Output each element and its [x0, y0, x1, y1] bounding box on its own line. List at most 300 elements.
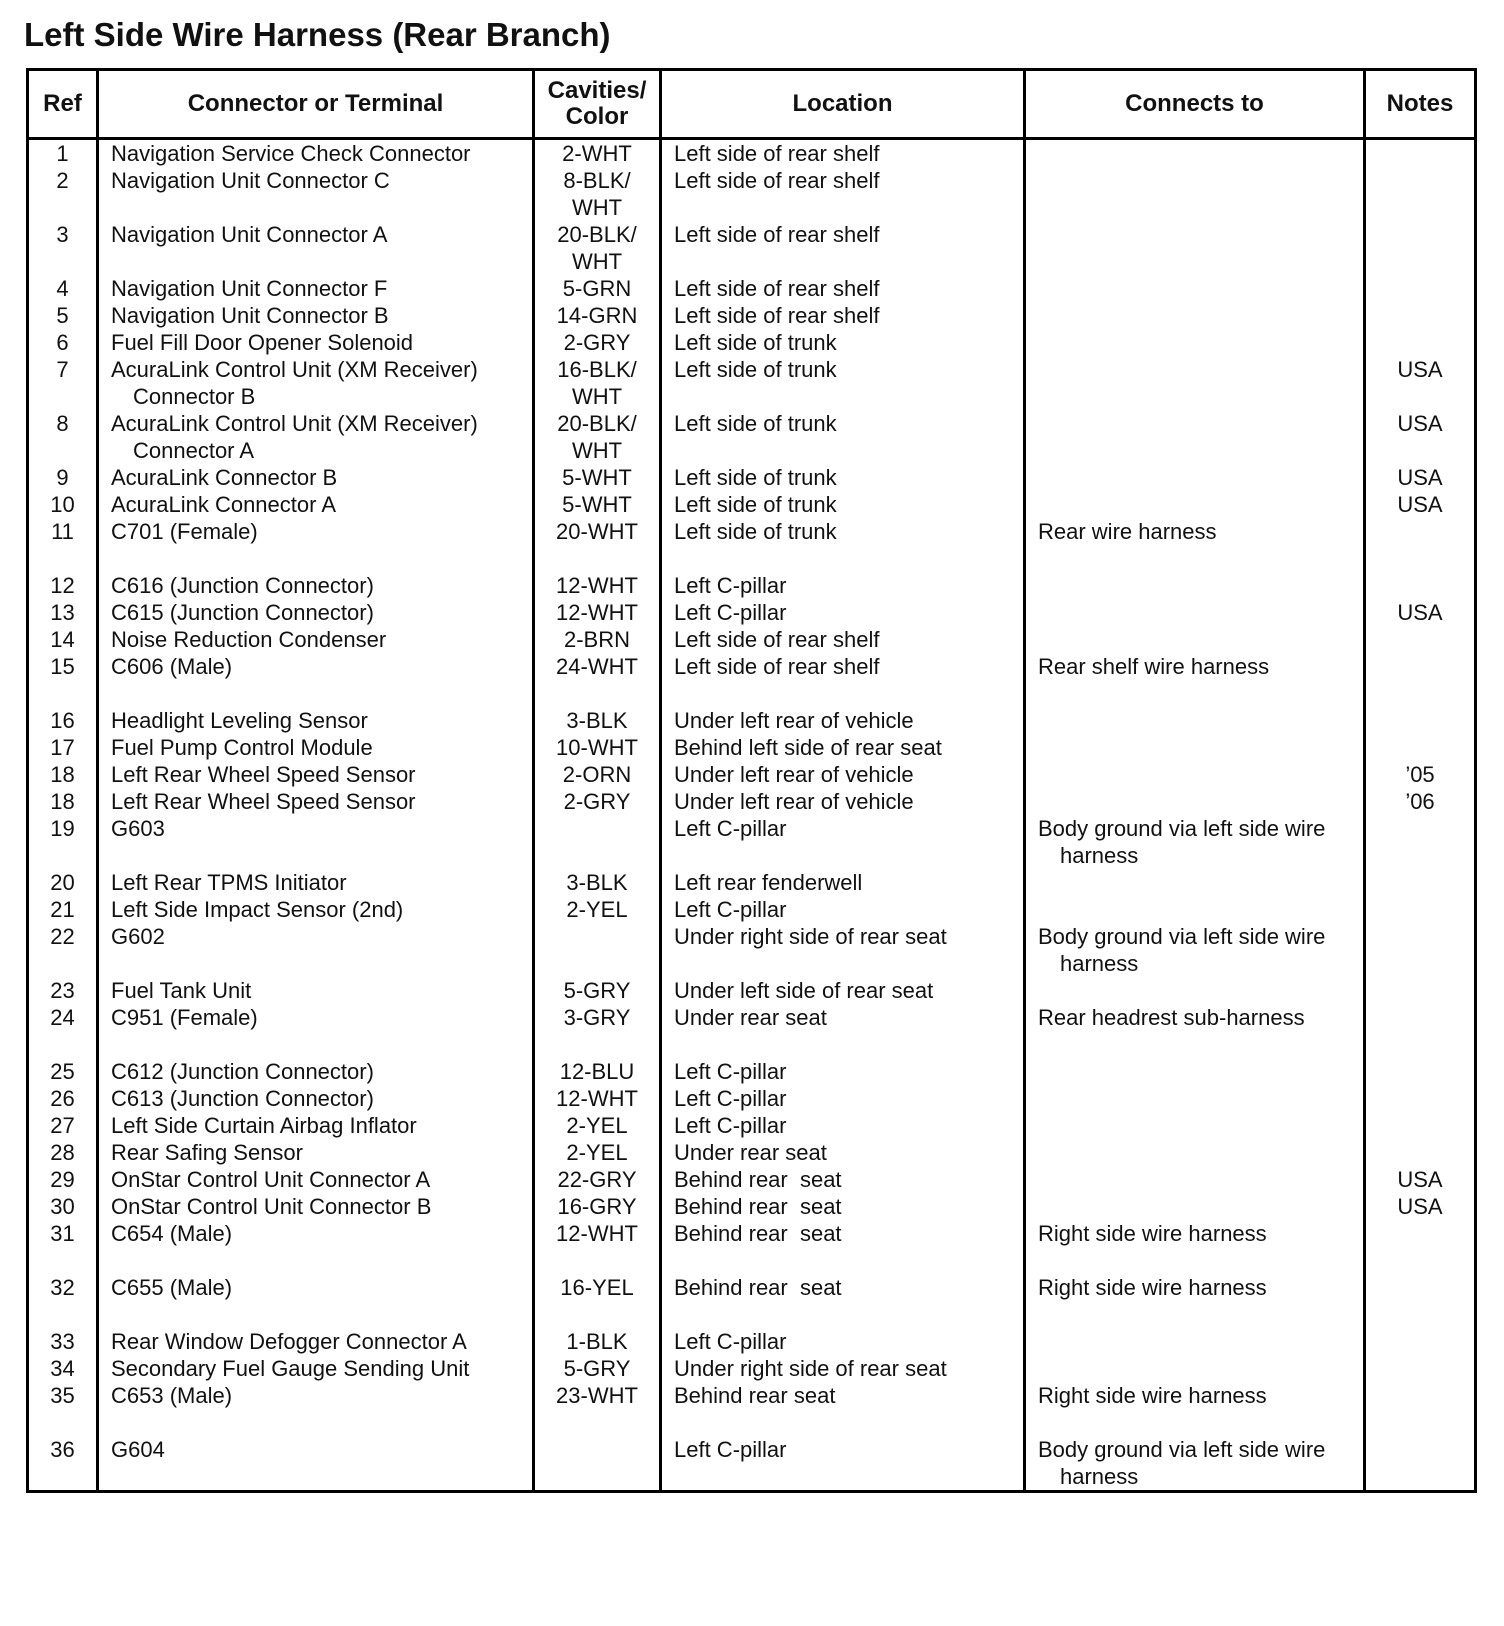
cell-cavities: [534, 1166, 661, 1193]
cell-connector: [98, 896, 534, 923]
cell-notes: [1365, 329, 1476, 356]
cell-location: Left C-pillar: [661, 572, 1025, 599]
cavities-text: 10-WHT: [556, 735, 638, 760]
cell-ref: 27: [28, 1112, 98, 1139]
connector-text: AcuraLink Connector A: [111, 492, 337, 517]
spacer-cell: [1365, 1031, 1476, 1058]
cell-notes: [1365, 1274, 1476, 1301]
spacer-cell: [1365, 1247, 1476, 1274]
cell-connects-to: [1025, 599, 1365, 626]
cell-ref: 29: [28, 1166, 98, 1193]
cell-notes: [1365, 1004, 1476, 1031]
cell-connector: [98, 923, 534, 977]
table-row: [28, 1112, 1476, 1139]
cell-connector: [98, 491, 534, 518]
cavities-text: 12-WHT: [556, 1221, 638, 1246]
cavities-text: 12-WHT: [556, 600, 638, 625]
connector-text: AcuraLink Control Unit (XM Receiver): [111, 357, 478, 382]
cell-connects-to: [1025, 788, 1365, 815]
spacer-cell: [661, 1409, 1025, 1436]
cell-cavities: [534, 1220, 661, 1247]
cell-connector: [98, 1274, 534, 1301]
cell-location: Left C-pillar: [661, 896, 1025, 923]
connects-to-continuation: harness: [1060, 843, 1139, 868]
cell-cavities: [534, 896, 661, 923]
table-row: [28, 518, 1476, 545]
connector-text: C616 (Junction Connector): [111, 573, 374, 598]
cavities-text: 2-GRY: [563, 789, 631, 814]
cell-connects-to: [1025, 221, 1365, 275]
cell-connector: [98, 518, 534, 545]
connector-text: Secondary Fuel Gauge Sending Unit: [111, 1356, 470, 1381]
cell-cavities: [534, 1058, 661, 1085]
cell-cavities: [534, 356, 661, 410]
cell-ref: 25: [28, 1058, 98, 1085]
row-spacer: [28, 1409, 1476, 1436]
cell-cavities: [534, 221, 661, 275]
cell-connector: [98, 1193, 534, 1220]
cell-notes: USA: [1365, 464, 1476, 491]
cavities-text: 2-YEL: [566, 1140, 628, 1165]
cell-cavities: [534, 464, 661, 491]
connects-to-text: Rear headrest sub-harness: [1038, 1005, 1305, 1030]
connector-text: Rear Safing Sensor: [111, 1140, 303, 1165]
cell-cavities: [534, 815, 661, 869]
table-row: [28, 734, 1476, 761]
cavities-text: 20-BLK/WHT: [557, 411, 637, 463]
connector-text: Navigation Unit Connector A: [111, 222, 388, 247]
cell-connects-to: [1025, 167, 1365, 221]
table-row: [28, 626, 1476, 653]
cell-cavities: [534, 572, 661, 599]
cell-location: Behind rear seat: [661, 1274, 1025, 1301]
spacer-cell: [28, 545, 98, 572]
table-row: [28, 329, 1476, 356]
spacer-cell: [1025, 1031, 1365, 1058]
cell-connects-to: [1025, 572, 1365, 599]
spacer-cell: [661, 1301, 1025, 1328]
cell-ref: 19: [28, 815, 98, 869]
connector-text: C615 (Junction Connector): [111, 600, 374, 625]
cell-ref: 15: [28, 653, 98, 680]
cell-location: Left C-pillar: [661, 1328, 1025, 1355]
cell-location: Under left side of rear seat: [661, 977, 1025, 1004]
table-row: [28, 139, 1476, 168]
cell-ref: 22: [28, 923, 98, 977]
cell-connects-to: [1025, 1112, 1365, 1139]
cavities-text: 5-GRY: [563, 1356, 631, 1381]
cell-ref: 11: [28, 518, 98, 545]
cell-notes: USA: [1365, 491, 1476, 518]
cell-notes: USA: [1365, 599, 1476, 626]
cell-cavities: [534, 1139, 661, 1166]
cell-connector: [98, 977, 534, 1004]
spacer-cell: [98, 545, 534, 572]
cell-connects-to: [1025, 1004, 1365, 1031]
row-spacer: [28, 680, 1476, 707]
connector-text: G602: [111, 924, 165, 949]
cell-notes: [1365, 1112, 1476, 1139]
cell-connector: [98, 410, 534, 464]
cavities-text: 24-WHT: [556, 654, 638, 679]
connector-text: OnStar Control Unit Connector B: [111, 1194, 432, 1219]
cell-location: Left C-pillar: [661, 1112, 1025, 1139]
cavities-text: 3-GRY: [563, 1005, 631, 1030]
cavities-text: 22-GRY: [557, 1167, 637, 1192]
table-row: [28, 167, 1476, 221]
cell-location: Left side of rear shelf: [661, 302, 1025, 329]
connector-text: Noise Reduction Condenser: [111, 627, 387, 652]
cell-cavities: [534, 1085, 661, 1112]
spacer-cell: [98, 1301, 534, 1328]
connects-to-text: Right side wire harness: [1038, 1221, 1267, 1246]
cell-location: Left C-pillar: [661, 1085, 1025, 1112]
cell-ref: 14: [28, 626, 98, 653]
cell-ref: 24: [28, 1004, 98, 1031]
cell-connector: [98, 599, 534, 626]
connector-text: AcuraLink Control Unit (XM Receiver): [111, 411, 478, 436]
cell-connects-to: [1025, 139, 1365, 168]
cell-notes: [1365, 1436, 1476, 1492]
connector-text: C613 (Junction Connector): [111, 1086, 374, 1111]
cell-connector: [98, 1139, 534, 1166]
cell-ref: 17: [28, 734, 98, 761]
cavities-text: 2-WHT: [562, 141, 632, 166]
cell-cavities: [534, 410, 661, 464]
connector-text: Fuel Fill Door Opener Solenoid: [111, 330, 414, 355]
cell-connector: [98, 1085, 534, 1112]
cell-ref: 35: [28, 1382, 98, 1409]
cell-notes: [1365, 734, 1476, 761]
cell-connects-to: [1025, 869, 1365, 896]
spacer-cell: [661, 1247, 1025, 1274]
table-row: [28, 815, 1476, 869]
cell-location: Left side of trunk: [661, 491, 1025, 518]
table-row: [28, 491, 1476, 518]
cell-notes: USA: [1365, 356, 1476, 410]
cell-notes: [1365, 1355, 1476, 1382]
cell-connects-to: [1025, 1085, 1365, 1112]
cell-location: Left side of rear shelf: [661, 626, 1025, 653]
cell-connector: [98, 356, 534, 410]
spacer-cell: [28, 1409, 98, 1436]
cell-location: Left side of trunk: [661, 356, 1025, 410]
table-row: [28, 707, 1476, 734]
table-row: [28, 896, 1476, 923]
cell-cavities: [534, 977, 661, 1004]
table-row: [28, 1193, 1476, 1220]
connects-to-text: Body ground via left side wire: [1038, 1437, 1326, 1462]
cell-ref: 7: [28, 356, 98, 410]
cell-connector: [98, 221, 534, 275]
cell-cavities: [534, 491, 661, 518]
cell-location: Under left rear of vehicle: [661, 761, 1025, 788]
spacer-cell: [661, 1031, 1025, 1058]
cell-connects-to: [1025, 923, 1365, 977]
cell-connects-to: [1025, 653, 1365, 680]
harness-table: [26, 68, 1477, 1493]
spacer-cell: [534, 1031, 661, 1058]
header-cavities-line1: Cavities/: [547, 77, 647, 104]
cavities-text: 5-GRN: [562, 276, 632, 301]
cavities-text: 16-GRY: [557, 1194, 637, 1219]
cavities-text: 12-BLU: [559, 1059, 635, 1084]
cell-connects-to: [1025, 1328, 1365, 1355]
table-row: [28, 1004, 1476, 1031]
spacer-cell: [1025, 1409, 1365, 1436]
cell-location: Under rear seat: [661, 1004, 1025, 1031]
connects-to-text: Right side wire harness: [1038, 1275, 1267, 1300]
cell-ref: 20: [28, 869, 98, 896]
cell-notes: USA: [1365, 1193, 1476, 1220]
connects-to-text: Rear shelf wire harness: [1038, 654, 1270, 679]
row-spacer: [28, 1031, 1476, 1058]
cell-ref: 8: [28, 410, 98, 464]
cell-connects-to: [1025, 518, 1365, 545]
connector-text: Headlight Leveling Sensor: [111, 708, 368, 733]
connector-text: G603: [111, 816, 165, 841]
cell-connector: [98, 734, 534, 761]
connects-to-text: Rear wire harness: [1038, 519, 1217, 544]
table-row: [28, 464, 1476, 491]
cell-ref: 2: [28, 167, 98, 221]
cell-connects-to: [1025, 410, 1365, 464]
cell-connector: [98, 626, 534, 653]
cell-location: Behind rear seat: [661, 1166, 1025, 1193]
connector-text: Left Side Impact Sensor (2nd): [111, 897, 404, 922]
spacer-cell: [1025, 1301, 1365, 1328]
row-spacer: [28, 1301, 1476, 1328]
cell-location: Left C-pillar: [661, 815, 1025, 869]
connector-text: C654 (Male): [111, 1221, 233, 1246]
connector-text: C653 (Male): [111, 1383, 233, 1408]
table-row: [28, 1355, 1476, 1382]
cavities-text: 12-WHT: [556, 573, 638, 598]
connector-continuation: Connector A: [133, 438, 255, 463]
cavities-text: 20-BLK/WHT: [557, 222, 637, 274]
connector-text: Left Rear Wheel Speed Sensor: [111, 789, 416, 814]
header-connector: Connector or Terminal: [98, 70, 534, 139]
cell-connector: [98, 329, 534, 356]
cell-connects-to: [1025, 491, 1365, 518]
cell-notes: [1365, 572, 1476, 599]
cell-notes: ’06: [1365, 788, 1476, 815]
cell-location: Behind rear seat: [661, 1220, 1025, 1247]
cell-ref: 13: [28, 599, 98, 626]
cell-connector: [98, 572, 534, 599]
cell-ref: 31: [28, 1220, 98, 1247]
header-notes: Notes: [1365, 70, 1476, 139]
header-ref: Ref: [28, 70, 98, 139]
connector-text: AcuraLink Connector B: [111, 465, 338, 490]
table-body: [28, 139, 1476, 1492]
cell-connector: [98, 1220, 534, 1247]
cell-cavities: [534, 1382, 661, 1409]
connects-to-continuation: harness: [1060, 951, 1139, 976]
spacer-cell: [28, 680, 98, 707]
cell-ref: 3: [28, 221, 98, 275]
table-row: [28, 1220, 1476, 1247]
cell-cavities: [534, 707, 661, 734]
cell-cavities: [534, 626, 661, 653]
cell-ref: 36: [28, 1436, 98, 1492]
cell-location: Left rear fenderwell: [661, 869, 1025, 896]
cell-connects-to: [1025, 707, 1365, 734]
table-row: [28, 1328, 1476, 1355]
header-location: Location: [661, 70, 1025, 139]
cell-connector: [98, 1058, 534, 1085]
cell-cavities: [534, 761, 661, 788]
cavities-text: 3-BLK: [566, 708, 628, 733]
cell-notes: [1365, 1382, 1476, 1409]
cell-connector: [98, 275, 534, 302]
cavities-text: 2-GRY: [563, 330, 631, 355]
cell-connects-to: [1025, 977, 1365, 1004]
cell-location: Behind left side of rear seat: [661, 734, 1025, 761]
cell-location: Under rear seat: [661, 1139, 1025, 1166]
cell-notes: [1365, 626, 1476, 653]
cell-connects-to: [1025, 1166, 1365, 1193]
spacer-cell: [98, 1247, 534, 1274]
cell-notes: [1365, 896, 1476, 923]
cell-location: Left side of rear shelf: [661, 275, 1025, 302]
cell-location: Left side of rear shelf: [661, 653, 1025, 680]
spacer-cell: [28, 1031, 98, 1058]
cell-connects-to: [1025, 302, 1365, 329]
spacer-cell: [534, 1301, 661, 1328]
cell-notes: [1365, 167, 1476, 221]
spacer-cell: [98, 1031, 534, 1058]
cell-location: Under left rear of vehicle: [661, 788, 1025, 815]
cell-location: Left C-pillar: [661, 599, 1025, 626]
cell-ref: 10: [28, 491, 98, 518]
cell-connects-to: [1025, 896, 1365, 923]
cell-notes: [1365, 653, 1476, 680]
cell-notes: ’05: [1365, 761, 1476, 788]
cell-notes: [1365, 707, 1476, 734]
connector-text: Navigation Unit Connector C: [111, 168, 390, 193]
header-cavities: [534, 70, 661, 139]
cell-connector: [98, 1166, 534, 1193]
cell-cavities: [534, 599, 661, 626]
cell-notes: [1365, 1328, 1476, 1355]
cavities-text: 8-BLK/WHT: [563, 168, 631, 220]
cell-connects-to: [1025, 329, 1365, 356]
cell-cavities: [534, 275, 661, 302]
cell-notes: [1365, 869, 1476, 896]
cell-cavities: [534, 1274, 661, 1301]
connects-to-text: Body ground via left side wire: [1038, 924, 1326, 949]
cell-connector: [98, 869, 534, 896]
cell-location: Left side of trunk: [661, 518, 1025, 545]
cell-ref: 18: [28, 761, 98, 788]
cell-connector: [98, 761, 534, 788]
cavities-text: 14-GRN: [556, 303, 638, 328]
spacer-cell: [1025, 680, 1365, 707]
table-row: [28, 1166, 1476, 1193]
cell-ref: 33: [28, 1328, 98, 1355]
cell-cavities: [534, 869, 661, 896]
connector-text: Left Rear TPMS Initiator: [111, 870, 347, 895]
table-row: [28, 410, 1476, 464]
cell-notes: [1365, 923, 1476, 977]
cell-connects-to: [1025, 734, 1365, 761]
connects-to-text: Body ground via left side wire: [1038, 816, 1326, 841]
cell-ref: 18: [28, 788, 98, 815]
cell-location: Behind rear seat: [661, 1193, 1025, 1220]
cell-location: Left side of rear shelf: [661, 221, 1025, 275]
cell-connects-to: [1025, 1355, 1365, 1382]
cell-connects-to: [1025, 1139, 1365, 1166]
table-row: [28, 1382, 1476, 1409]
connector-text: Left Rear Wheel Speed Sensor: [111, 762, 416, 787]
cell-connects-to: [1025, 1220, 1365, 1247]
cell-notes: USA: [1365, 410, 1476, 464]
cell-connects-to: [1025, 626, 1365, 653]
cell-connector: [98, 788, 534, 815]
table-row: [28, 1085, 1476, 1112]
spacer-cell: [534, 545, 661, 572]
cell-cavities: [534, 139, 661, 168]
cell-location: Behind rear seat: [661, 1382, 1025, 1409]
connector-text: Left Side Curtain Airbag Inflator: [111, 1113, 417, 1138]
cell-location: Under right side of rear seat: [661, 1355, 1025, 1382]
cell-cavities: [534, 302, 661, 329]
table-row: [28, 653, 1476, 680]
connector-text: Navigation Service Check Connector: [111, 141, 471, 166]
cavities-text: 2-YEL: [566, 1113, 628, 1138]
cell-connects-to: [1025, 356, 1365, 410]
cell-ref: 32: [28, 1274, 98, 1301]
cell-connector: [98, 139, 534, 168]
connects-to-text: Right side wire harness: [1038, 1383, 1267, 1408]
cavities-text: 5-WHT: [562, 465, 632, 490]
cell-connector: [98, 815, 534, 869]
spacer-cell: [98, 1409, 534, 1436]
cell-cavities: [534, 788, 661, 815]
table-row: [28, 1274, 1476, 1301]
cell-connector: [98, 302, 534, 329]
spacer-cell: [28, 1301, 98, 1328]
cell-connects-to: [1025, 815, 1365, 869]
connector-text: C612 (Junction Connector): [111, 1059, 374, 1084]
cell-location: Left C-pillar: [661, 1436, 1025, 1492]
spacer-cell: [661, 680, 1025, 707]
table-row: [28, 761, 1476, 788]
cell-connector: [98, 1004, 534, 1031]
cell-cavities: [534, 734, 661, 761]
connects-to-continuation: harness: [1060, 1464, 1139, 1489]
cell-connects-to: [1025, 1436, 1365, 1492]
table-row: [28, 275, 1476, 302]
cavities-text: 2-BRN: [563, 627, 630, 652]
cavities-text: 23-WHT: [556, 1383, 638, 1408]
cell-notes: [1365, 977, 1476, 1004]
cell-ref: 23: [28, 977, 98, 1004]
spacer-cell: [534, 1409, 661, 1436]
cell-location: Left side of rear shelf: [661, 167, 1025, 221]
connector-text: Navigation Unit Connector B: [111, 303, 389, 328]
table-row: [28, 1139, 1476, 1166]
spacer-cell: [1365, 1409, 1476, 1436]
connector-text: Fuel Tank Unit: [111, 978, 252, 1003]
cell-connector: [98, 167, 534, 221]
cell-cavities: [534, 1004, 661, 1031]
page-title: Left Side Wire Harness (Rear Branch): [24, 16, 611, 53]
cell-notes: [1365, 221, 1476, 275]
connector-text: Navigation Unit Connector F: [111, 276, 388, 301]
cell-ref: 21: [28, 896, 98, 923]
